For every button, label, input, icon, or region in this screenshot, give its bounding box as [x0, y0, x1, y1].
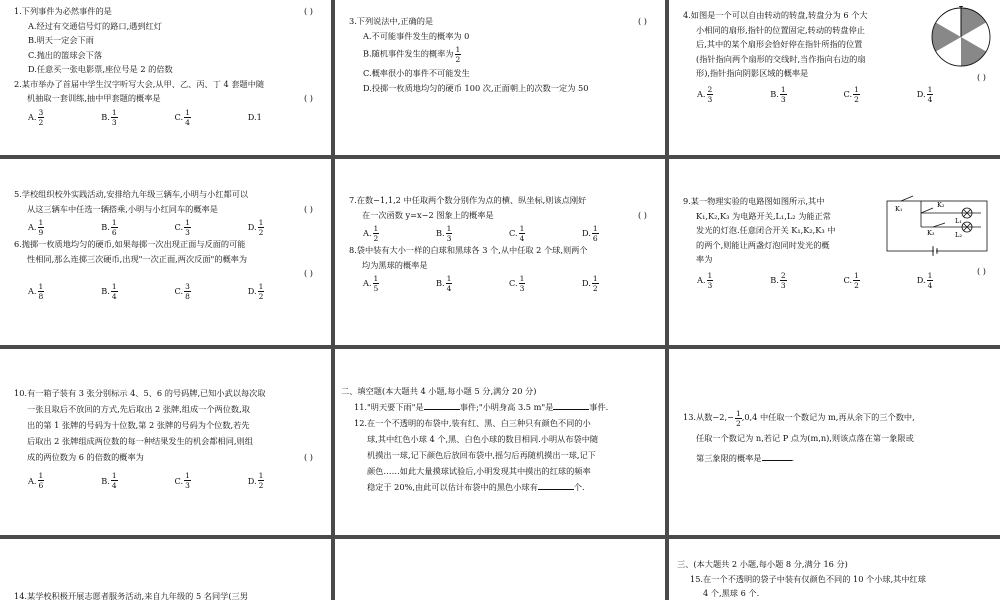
q10-stem-line5: 成的两位数为 6 的倍数的概率为 ( )	[27, 452, 313, 462]
q5-stem-line1: 5.学校组织校外实践活动,安排给九年级三辆车,小明与小红都可以	[14, 189, 249, 199]
q4-option-d[interactable]: D. $\frac{1}{4}$	[916, 84, 933, 104]
q4-option-b[interactable]: B. $\frac{1}{3}$	[770, 84, 786, 104]
q9-option-d[interactable]: D. $\frac{1}{4}$	[916, 270, 933, 290]
q12-stem-line4: 颜色……如此大量摸球试验后,小明发现其中摸出的红球的频率	[367, 466, 591, 476]
q2-option-c[interactable]: C. $\frac{1}{4}$	[174, 107, 190, 127]
q13-stem-line2: 任取一个数记为 n,若记 P 点为(m,n),则该点落在第一象限或	[696, 432, 914, 443]
q7-option-c[interactable]: C. $\frac{1}{4}$	[509, 224, 525, 243]
q9-stem-line1: 9.某一物理实验的电路图如图所示,其中	[683, 196, 825, 206]
k2-label: K₂	[937, 201, 945, 209]
q7-options	[349, 224, 655, 243]
q9-option-c[interactable]: C. $\frac{1}{2}$	[843, 270, 859, 290]
q12-stem-line1: 12.在一个不透明的布袋中,装有红、黑、白三种只有颜色不同的小	[354, 418, 591, 428]
question-panel-7	[0, 349, 331, 535]
q9-options	[683, 271, 990, 290]
q7-option-a[interactable]: A. $\frac{1}{2}$	[363, 224, 379, 243]
spinner-wheel-figure	[930, 6, 992, 68]
q9-stem-line5: 率为	[696, 254, 713, 264]
q8-option-d[interactable]: D. $\frac{1}{2}$	[582, 274, 598, 293]
q7-stem-line2: 在一次函数 y=x−2 图象上的概率是 ( )	[362, 209, 647, 220]
q12-stem-line2: 球,其中红色小球 4 个,黑、白色小球的数目相同.小明从布袋中随	[367, 434, 599, 444]
question-panel-2	[335, 0, 665, 155]
q10-option-b[interactable]: B. $\frac{1}{4}$	[101, 471, 117, 490]
q10-option-d[interactable]: D. $\frac{1}{2}$	[247, 471, 264, 490]
q2-stem-line2: 机抽取一套训练,抽中甲套题的概率是 ( )	[27, 93, 313, 103]
l1-label: L₁	[955, 217, 962, 225]
q10-options	[14, 471, 321, 490]
q1-option-a[interactable]: A.经过有交通信号灯的路口,遇到红灯	[28, 20, 162, 31]
q10-stem-line1: 10.有一箱子装有 3 张分别标示 4、5、6 的号码牌,已知小武以每次取	[14, 388, 266, 398]
k3-label: K₃	[927, 229, 935, 237]
q6-option-c[interactable]: C. $\frac{3}{8}$	[174, 282, 190, 301]
q1-option-c[interactable]: C.抛出的篮球会下落	[28, 49, 103, 60]
q13-blank[interactable]	[762, 460, 792, 461]
q13-stem-line3: 第三象限的概率是 .	[696, 452, 795, 463]
q9-stem-line2: K₁,K₂,K₃ 为电路开关,L₁,L₂ 为能正常	[696, 210, 831, 221]
q4-stem-line1: 4.如图是一个可以自由转动的转盘,转盘分为 6 个大	[683, 10, 868, 20]
q7-stem-line1: 7.在数−1,1,2 中任取两个数分别作为点的横、纵坐标,则该点刚好	[349, 195, 587, 205]
q3-option-d[interactable]: D.投掷一枚质地均匀的硬币 100 次,正面朝上的次数一定为 50	[363, 82, 589, 93]
q8-option-c[interactable]: C. $\frac{1}{3}$	[509, 274, 525, 293]
question-panel-1	[0, 0, 331, 155]
q10-option-a[interactable]: A. $\frac{1}{6}$	[28, 471, 44, 490]
q5-option-b[interactable]: B. $\frac{1}{6}$	[101, 218, 117, 237]
q8-options	[349, 274, 655, 293]
question-panel-11	[335, 539, 665, 600]
q11-blank-1[interactable]	[424, 409, 460, 410]
q6-option-d[interactable]: D. $\frac{1}{2}$	[247, 282, 264, 301]
q3-option-a[interactable]: A.不可能事件发生的概率为 0	[363, 30, 470, 41]
q8-stem-line1: 8.袋中装有大小一样的白球和黑球各 3 个,从中任取 2 个球,则两个	[349, 245, 588, 255]
q9-stem-line3: 发光的灯泡.任意闭合开关 K₁,K₂,K₃ 中	[696, 225, 836, 235]
question-panel-12	[669, 539, 1000, 600]
section-3-heading: 三、(本大题共 2 小题,每小题 8 分,满分 16 分)	[677, 559, 848, 569]
q2-option-a[interactable]: A. $\frac{3}{2}$	[28, 107, 44, 127]
q1-option-b[interactable]: B.明天一定会下雨	[28, 35, 94, 45]
q11-stem: 11."明天要下雨"是 事件;"小明身高 3.5 m"是 事件.	[354, 402, 609, 412]
q10-option-c[interactable]: C. $\frac{1}{3}$	[174, 471, 190, 490]
q15-stem-line2: 4 个,黑球 6 个.	[703, 588, 760, 598]
q5-option-c[interactable]: C. $\frac{1}{3}$	[174, 218, 190, 237]
q7-option-d[interactable]: D. $\frac{1}{6}$	[582, 224, 598, 243]
q6-answer-paren: ( )	[304, 268, 313, 278]
q8-stem-line2: 均为黑球的概率是	[362, 259, 428, 270]
q6-stem-line1: 6.抛掷一枚质地均匀的硬币,如果每掷一次出现正面与反面的可能	[14, 239, 246, 249]
q12-stem-line3: 机摸出一球,记下颜色后放回布袋中,摇匀后再随机摸出一球,记下	[367, 450, 596, 460]
q4-option-a[interactable]: A. $\frac{2}{3}$	[697, 84, 713, 104]
q9-option-a[interactable]: A. $\frac{1}{3}$	[697, 270, 713, 290]
question-panel-9	[669, 349, 1000, 535]
q10-stem-line2: 一张且取后不放回的方式,先后取出 2 张牌,组成一个两位数,取	[27, 404, 250, 414]
question-panel-10	[0, 539, 331, 600]
q6-option-b[interactable]: B. $\frac{1}{4}$	[101, 282, 117, 301]
q15-stem-line1: 15.在一个不透明的袋子中装有仅颜色不同的 10 个小球,其中红球	[690, 573, 926, 584]
q6-stem-line2: 性相同,那么连掷三次硬币,出现"一次正面,两次反面"的概率为	[27, 253, 248, 264]
q6-option-a[interactable]: A. $\frac{1}{8}$	[28, 282, 44, 301]
q3-stem: 3.下列说法中,正确的是 ( )	[349, 16, 647, 26]
q8-option-b[interactable]: B. $\frac{1}{4}$	[436, 274, 452, 293]
question-panel-3	[669, 0, 1000, 155]
q9-stem-line4: 的两个,则能让两盏灯泡同时发光的概	[696, 239, 830, 250]
q4-stem-line2: 小相同的扇形,指针的位置固定,转动的转盘停止	[696, 24, 865, 35]
q4-answer-paren: ( )	[977, 72, 986, 82]
q5-options	[14, 218, 321, 237]
q13-stem-line1: 13.从数−2,− $\frac{1}{2}$ ,0,4 中任取一个数记为 m,再从余下的三个数中,	[683, 408, 915, 428]
q1-option-d[interactable]: D.任意买一张电影票,座位号是 2 的倍数	[28, 64, 173, 74]
q4-options	[683, 85, 990, 104]
q8-option-a[interactable]: A. $\frac{1}{5}$	[363, 274, 379, 293]
q9-answer-paren: ( )	[977, 266, 986, 276]
q5-option-d[interactable]: D. $\frac{1}{2}$	[247, 218, 264, 237]
q2-stem-line1: 2.某市举办了首届中学生汉字听写大会,从甲、乙、丙、丁 4 套题中随	[14, 78, 265, 89]
q2-options	[14, 108, 321, 127]
q2-option-d[interactable]: D.1	[247, 111, 262, 122]
q4-stem-line4: (指针指向两个扇形的交线时,当作指向右边的扇	[696, 53, 866, 64]
q5-stem-line2: 从这三辆车中任选一辆搭乘,小明与小红同车的概率是 ( )	[27, 203, 313, 214]
section-2-heading: 二、填空题(本大题共 4 小题,每小题 5 分,满分 20 分)	[341, 386, 537, 396]
question-panel-4	[0, 159, 331, 345]
q3-option-c[interactable]: C.概率很小的事件不可能发生	[363, 68, 470, 78]
q5-option-a[interactable]: A. $\frac{1}{9}$	[28, 218, 44, 237]
q10-stem-line4: 后取出 2 张牌组成两位数的每一种结果发生的机会都相同,则组	[27, 436, 253, 446]
question-panel-8	[335, 349, 665, 535]
l2-label: L₂	[955, 231, 962, 239]
q4-stem-line5: 形),指针指向阴影区域的概率是	[696, 68, 809, 78]
question-panel-6	[669, 159, 1000, 345]
circuit-diagram-figure	[881, 195, 993, 257]
q10-stem-line3: 出的第 1 张牌的号码为十位数,第 2 张牌的号码为个位数,若先	[27, 420, 250, 430]
q9-option-b[interactable]: B. $\frac{2}{3}$	[770, 270, 786, 290]
q4-stem-line3: 后,其中的某个扇形会恰好停在指针所指的位置	[696, 39, 863, 49]
q12-stem-line5: 稳定于 20%,由此可以估计布袋中的黑色小球有 个.	[367, 482, 585, 492]
q14-stem-line1: 14.某学校积极开展志愿者服务活动,来自九年级的 5 名同学(三男	[14, 591, 248, 600]
question-panel-5	[335, 159, 665, 345]
q7-option-b[interactable]: B. $\frac{1}{3}$	[436, 224, 452, 243]
q2-option-b[interactable]: B. $\frac{1}{3}$	[101, 107, 117, 127]
q4-option-c[interactable]: C. $\frac{1}{2}$	[843, 84, 859, 104]
q1-stem: 1.下列事件为必然事件的是 ( )	[14, 6, 313, 16]
q3-option-b[interactable]: B.随机事件发生的概率为 $\frac{1}{2}$	[363, 45, 461, 64]
q6-options	[14, 282, 321, 301]
q12-blank[interactable]	[538, 489, 574, 490]
q11-blank-2[interactable]	[553, 409, 589, 410]
k1-label: K₁	[895, 205, 903, 213]
